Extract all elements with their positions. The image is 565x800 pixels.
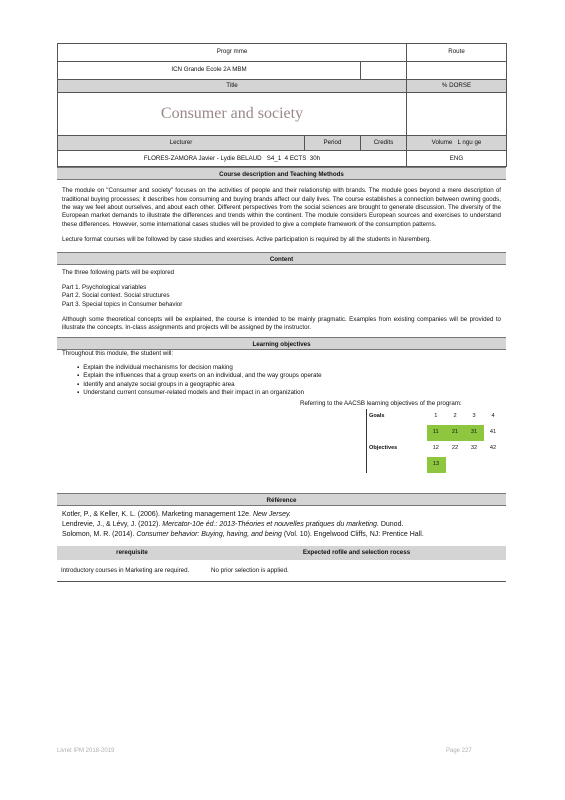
teaching-methods-paragraph: Lecture format courses will be followed by case studies and exercises. Active participation is required by all the students in Nuremberg. bbox=[62, 236, 432, 244]
aacsb-caption: Referring to the AACSB learning objectives of the program: bbox=[300, 399, 462, 407]
prerequisite-table bbox=[57, 546, 506, 583]
course-header-table bbox=[57, 43, 507, 136]
footer-left: Livret IPM 2018-2019 bbox=[57, 748, 115, 754]
prerequisite-heading: rerequisite bbox=[57, 546, 207, 560]
lecturer-row bbox=[58, 151, 407, 167]
reference-item bbox=[62, 530, 501, 540]
aacsb-goals-grid bbox=[366, 409, 503, 473]
goal-number: 4 bbox=[491, 412, 495, 419]
course-title-text: Consumer and society bbox=[160, 105, 304, 123]
objective-cell: 13 bbox=[427, 457, 446, 473]
reference-text: Lendrevie, J., & Lévy, J. (2012). bbox=[62, 520, 161, 528]
expected-profile-heading: Expected rofile and selection rocess bbox=[207, 546, 506, 560]
empty-cell bbox=[367, 425, 427, 441]
objective-cell bbox=[465, 457, 484, 473]
objective-cell: 21 bbox=[446, 425, 465, 441]
goal-number: 2 bbox=[453, 412, 457, 419]
reference-title: New Jersey. bbox=[252, 510, 291, 518]
objective-cell: 42 bbox=[489, 444, 497, 451]
course-description-heading: Course description and Teaching Methods bbox=[57, 167, 506, 180]
objective-cell: 12 bbox=[432, 444, 439, 451]
programme-label: Progr mme bbox=[58, 44, 407, 62]
list-item: ▪ Understand current consumer-related models and their impact in an organization bbox=[77, 389, 506, 397]
reference-title: Consumer behavior: Buying, having, and being bbox=[136, 530, 282, 538]
route-label: Route bbox=[407, 44, 507, 62]
objective-cell: 22 bbox=[451, 444, 459, 451]
reference-text: Dunod. bbox=[380, 520, 404, 528]
percent-label: % DORSE bbox=[407, 80, 507, 93]
programme-value: ICN Grande Ecole 2A MBM bbox=[58, 62, 361, 80]
content-closing: Although some theoretical concepts will be explained, the course is intended to be mainly pragmatic. Examples from existing companies will be provided to illustrate the concepts. In-class assignments and projects will be assigned by the instructor. bbox=[62, 316, 501, 332]
title-label: Title bbox=[58, 80, 407, 93]
period-label: Period bbox=[305, 136, 361, 151]
goals-label: Goals bbox=[367, 409, 427, 425]
content-part-2: Part 2. Social context. Social structures bbox=[62, 292, 170, 300]
objective-cell: 41 bbox=[489, 428, 497, 435]
list-item: ▪ Identify and analyze social groups in a geographic area bbox=[77, 381, 506, 389]
year-value bbox=[361, 62, 407, 80]
lecturer-table bbox=[57, 135, 507, 167]
prerequisite-value: Introductory courses in Marketing are required. bbox=[61, 566, 190, 574]
reference-text: (Vol. 10). Engelwood Cliffs, NJ: Prentice Hall. bbox=[283, 530, 424, 538]
goal-number: 1 bbox=[434, 412, 438, 419]
learning-objectives-heading: Learning objectives bbox=[57, 337, 506, 350]
reference-text: Kotler, P., & Keller, K. L. (2006). Marketing management 12e. bbox=[62, 510, 251, 518]
volume-language-label bbox=[407, 136, 507, 151]
objectives-label: Objectives bbox=[367, 441, 427, 457]
page-number: Page 227 bbox=[446, 748, 472, 754]
objective-cell bbox=[446, 457, 465, 473]
goal-number: 3 bbox=[472, 412, 476, 419]
objective-cell: 31 bbox=[465, 425, 484, 441]
course-sheet bbox=[57, 43, 506, 582]
empty-cell bbox=[367, 457, 427, 473]
reference-item bbox=[62, 510, 501, 520]
volume-value: 30h bbox=[309, 154, 321, 162]
content-intro: The three following parts will be explored bbox=[62, 268, 175, 276]
lecturer-value: FLORES-ZAMORA Javier - Lydie BELAUD bbox=[143, 154, 262, 162]
language-value: ENG bbox=[407, 151, 507, 167]
objective-cell bbox=[484, 457, 503, 473]
objective-cell: 32 bbox=[470, 444, 478, 451]
reference-title: Mercator-10e éd.: 2013-Théories et nouvelles pratiques du marketing. bbox=[162, 520, 379, 528]
list-item: ▪ Explain the individual mechanisms for decision making bbox=[77, 364, 506, 372]
reference-text: Solomon, M. R. (2014). bbox=[62, 530, 135, 538]
period-value: S4_1 bbox=[266, 154, 282, 162]
references-heading: Référence bbox=[57, 493, 506, 506]
expected-profile-value: No prior selection is applied. bbox=[211, 566, 289, 574]
route-value bbox=[407, 62, 507, 80]
percent-value bbox=[407, 93, 507, 136]
aacsb-goals-block bbox=[57, 398, 506, 493]
credits-label: Credits bbox=[361, 136, 407, 151]
language-label: L ngu ge bbox=[457, 139, 482, 147]
learning-objectives-intro: Throughout this module, the student will: bbox=[62, 349, 174, 357]
references-list bbox=[57, 510, 506, 540]
content-heading: Content bbox=[57, 252, 506, 265]
content-part-1: Part 1. Psychological variables bbox=[62, 283, 147, 291]
content-part-3: Part 3. Special topics in Consumer behavior bbox=[62, 300, 183, 308]
course-description-paragraph: The module on "Consumer and society" focuses on the activities of people and their relationship with brands. The module goes beyond a mere description of traditional buying processes; it describes how consuming and buying brands affect our daily lives. The course establishes a connection between owning goods, the way we feel about ourselves, and about each other. Different perspectives from the social sciences are brought to generate discussion. The diversity of the European market demands to illustrate the differences and trends within the continent. The module considers European sources and exercises to understand these differences. However, some international cases studies will be provided to give a complete framework of the consumption patterns. bbox=[62, 187, 501, 228]
credits-value: 4 ECTS bbox=[284, 154, 307, 162]
objective-cell: 11 bbox=[427, 425, 446, 441]
list-item: ▪ Explain the influences that a group exerts on an individual, and the way groups operate bbox=[77, 372, 506, 380]
lecturer-label: Lecturer bbox=[58, 136, 305, 151]
learning-objectives-list bbox=[57, 364, 506, 397]
reference-item bbox=[62, 520, 501, 530]
course-title bbox=[58, 93, 407, 136]
volume-label: Volume bbox=[431, 139, 453, 147]
